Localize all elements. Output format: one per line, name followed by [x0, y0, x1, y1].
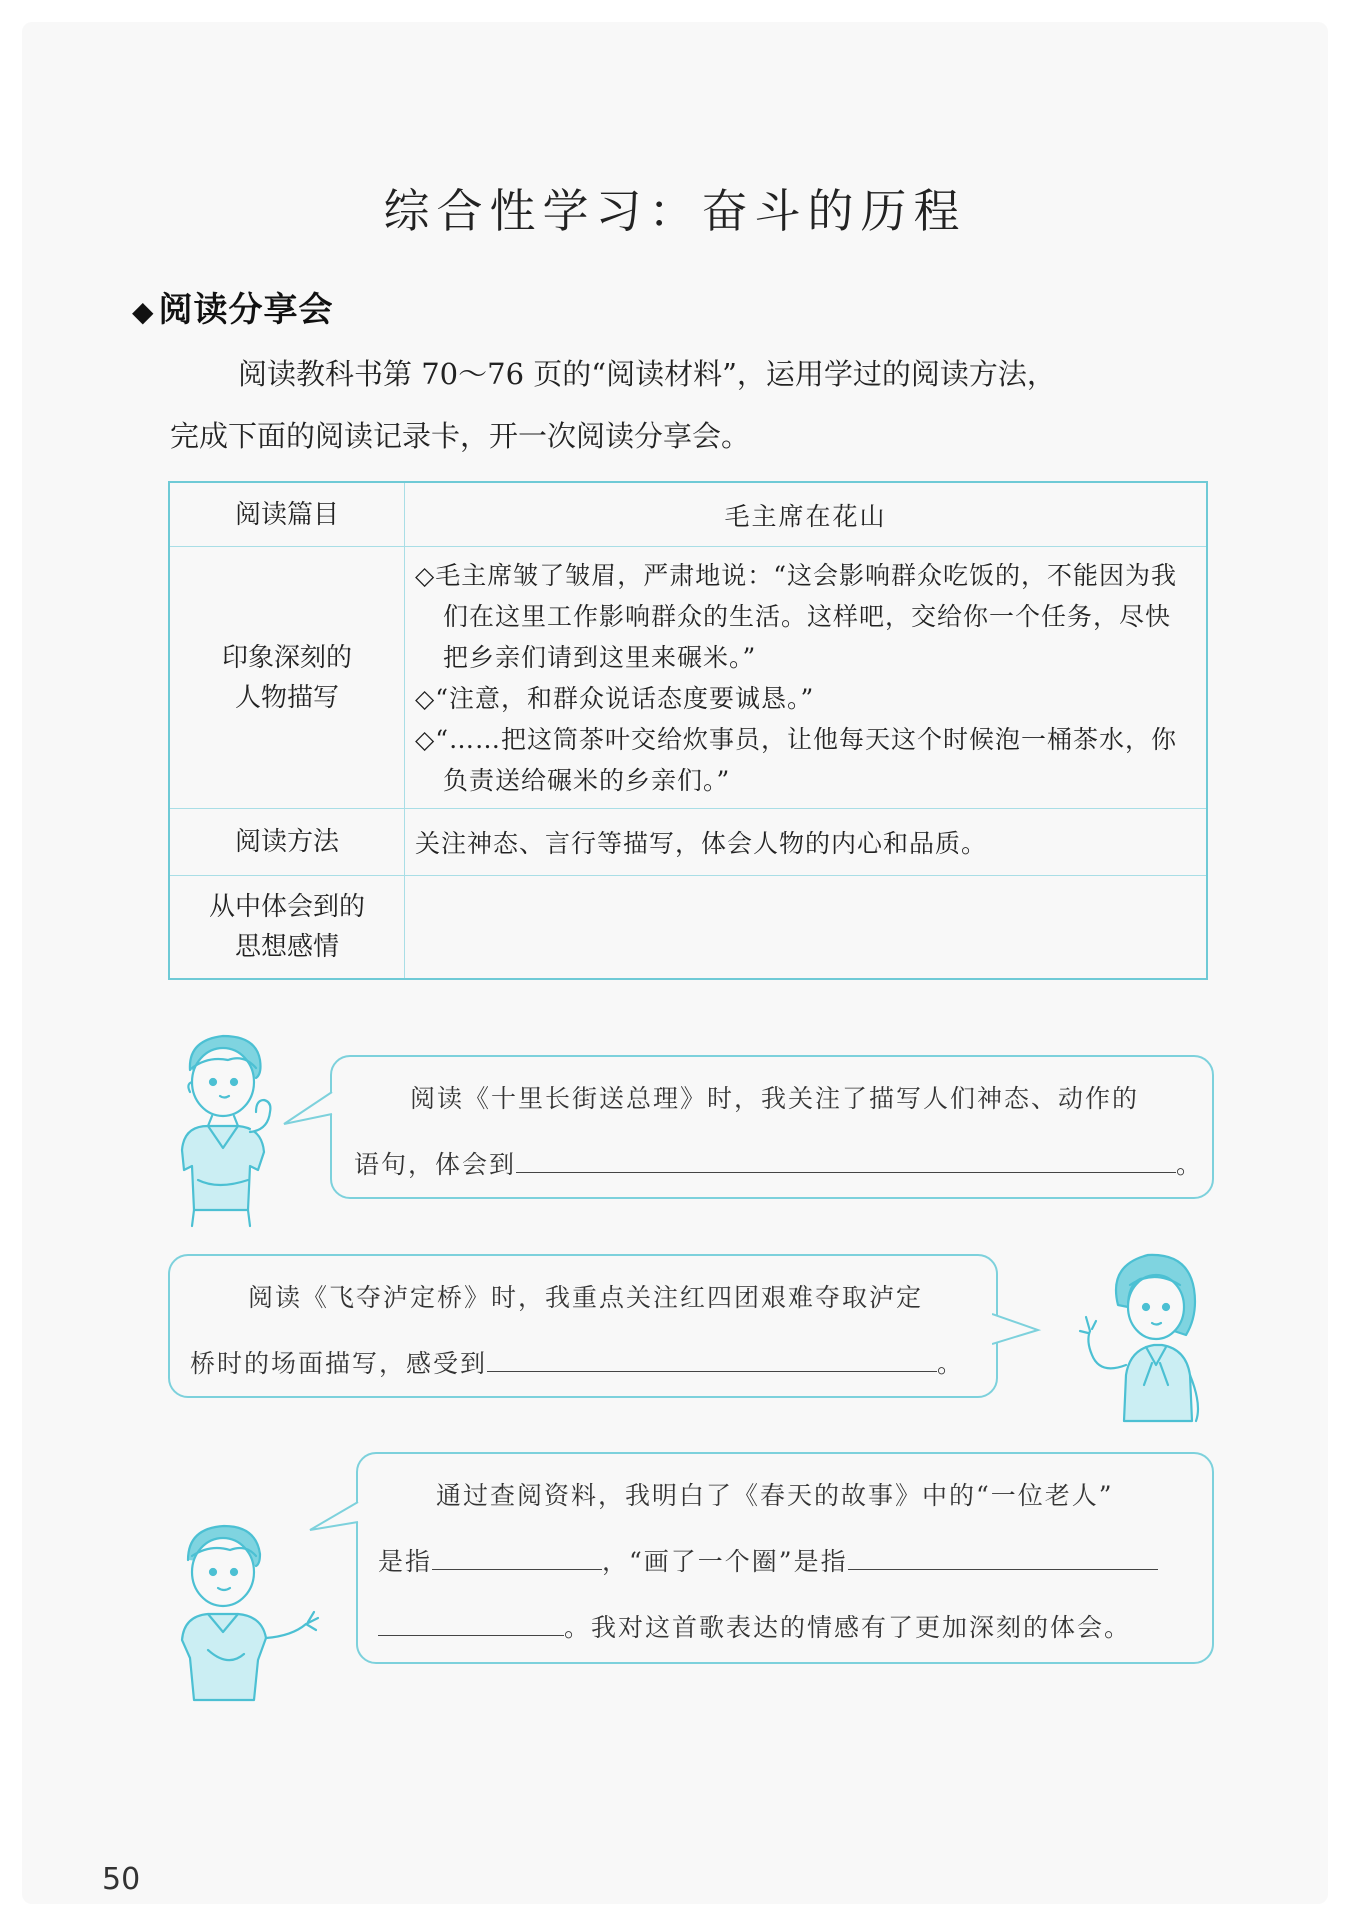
record-row-title	[169, 482, 1207, 547]
girl-pointing-illustration	[1070, 1245, 1220, 1425]
intro-line-2: 完成下面的阅读记录卡，开一次阅读分享会。	[170, 419, 751, 453]
speech-bubble-2: 阅读《飞夺泸定桥》时，我重点关注红四团艰难夺取泸定 桥时的场面描写，感受到 。	[168, 1254, 998, 1398]
record-label-description: 印象深刻的 人物描写	[169, 547, 405, 809]
answer-blank-1[interactable]	[516, 1150, 1176, 1173]
speech-bubble-1: 阅读《十里长街送总理》时，我关注了描写人们神态、动作的 语句，体会到 。	[330, 1055, 1214, 1199]
bubble-3-line-1: 通过查阅资料，我明白了《春天的故事》中的“一位老人”	[436, 1481, 1114, 1510]
boy-gesturing-illustration	[168, 1520, 338, 1710]
bubble-1-tail-icon	[282, 1090, 334, 1130]
intro-paragraph	[170, 343, 1220, 467]
intro-line-1: 阅读教科书第 70～76 页的“阅读材料”，运用学过的阅读方法，	[238, 357, 1056, 391]
bubble-2-tail-icon	[992, 1310, 1042, 1350]
quote-item: ◇毛主席皱了皱眉，严肃地说：“这会影响群众吃饭的，不能因为我们在这里工作影响群众的生活。这样吧，交给你一个任务，尽快把乡亲们请到这里来碾米。”	[415, 560, 1178, 672]
answer-blank-3c[interactable]	[378, 1613, 564, 1636]
record-value-description	[405, 547, 1208, 809]
bubble-2-line-1: 阅读《飞夺泸定桥》时，我重点关注红四团艰难夺取泸定	[248, 1283, 924, 1312]
quote-item: ◇“注意，和群众说话态度要诚恳。”	[415, 683, 815, 713]
reading-record-card	[168, 481, 1208, 980]
answer-blank-3a[interactable]	[432, 1547, 602, 1570]
bubble-2-line-2-prefix: 桥时的场面描写，感受到	[190, 1349, 488, 1378]
record-row-method	[169, 809, 1207, 876]
page-title: 综合性学习：奋斗的历程	[383, 184, 967, 238]
record-label-method: 阅读方法	[169, 809, 405, 876]
quote-item: ◇“……把这筒茶叶交给炊事员，让他每天这个时候泡一桶茶水，你负责送给碾米的乡亲们。”	[415, 724, 1178, 795]
section-heading-text: 阅读分享会	[158, 290, 334, 330]
record-label-feelings: 从中体会到的 思想感情	[169, 876, 405, 979]
bubble-1-line-1: 阅读《十里长街送总理》时，我关注了描写人们神态、动作的	[410, 1084, 1140, 1113]
answer-blank-2[interactable]	[487, 1349, 937, 1372]
page-number: 50	[102, 1862, 141, 1897]
speech-bubble-3: 通过查阅资料，我明白了《春天的故事》中的“一位老人” 是指 ，“画了一个圈”是指 。我对这首歌表达的情感有了更加深刻的体会。	[356, 1452, 1214, 1664]
record-row-feelings	[169, 876, 1207, 979]
record-answer-feelings[interactable]	[405, 876, 1208, 979]
bubble-1-line-2-prefix: 语句，体会到	[354, 1150, 517, 1179]
diamond-bullet-icon: ◆	[132, 295, 155, 328]
record-row-description	[169, 547, 1207, 809]
record-label-title: 阅读篇目	[169, 482, 405, 547]
answer-blank-3b[interactable]	[848, 1547, 1158, 1570]
section-heading	[132, 282, 334, 331]
boy-thinking-illustration	[168, 1030, 288, 1230]
record-value-method: 关注神态、言行等描写，体会人物的内心和品质。	[405, 809, 1208, 876]
record-value-title: 毛主席在花山	[405, 482, 1208, 547]
